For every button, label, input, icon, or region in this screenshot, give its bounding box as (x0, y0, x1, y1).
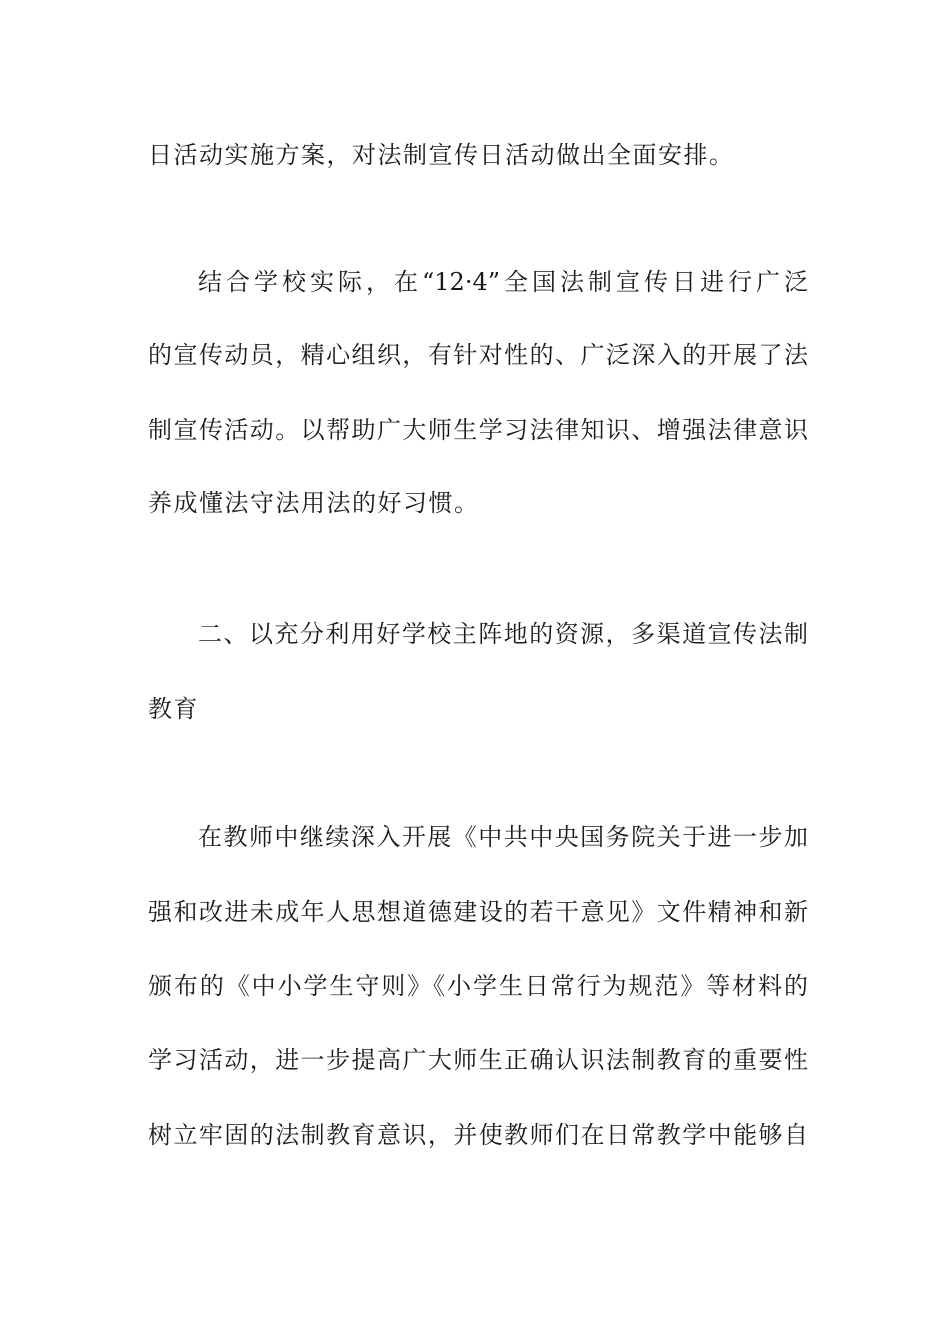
text-line: 结合学校实际，在“12·4”全国法制宣传日进行广泛 (198, 268, 808, 296)
text-line: 日活动实施方案，对法制宣传日活动做出全面安排。 (148, 141, 735, 169)
text-line: 制宣传活动。以帮助广大师生学习法律知识、增强法律意识 (148, 416, 808, 444)
section-heading-line: 二、以充分利用好学校主阵地的资源，多渠道宣传法制 (198, 620, 808, 648)
text-line: 颁布的《中小学生守则》《小学生日常行为规范》等材料的 (148, 972, 808, 1000)
text-line: 学习活动，进一步提高广大师生正确认识法制教育的重要性 (148, 1046, 808, 1074)
text-line: 的宣传动员，精心组织，有针对性的、广泛深入的开展了法 (148, 341, 808, 369)
text-line: 强和改进未成年人思想道德建设的若干意见》文件精神和新 (148, 898, 808, 926)
text-line: 养成懂法守法用法的好习惯。 (148, 489, 480, 517)
section-heading-line: 教育 (148, 695, 199, 723)
text-line: 在教师中继续深入开展《中共中央国务院关于进一步加 (198, 823, 808, 851)
text-line: 树立牢固的法制教育意识，并使教师们在日常教学中能够自 (148, 1121, 808, 1149)
